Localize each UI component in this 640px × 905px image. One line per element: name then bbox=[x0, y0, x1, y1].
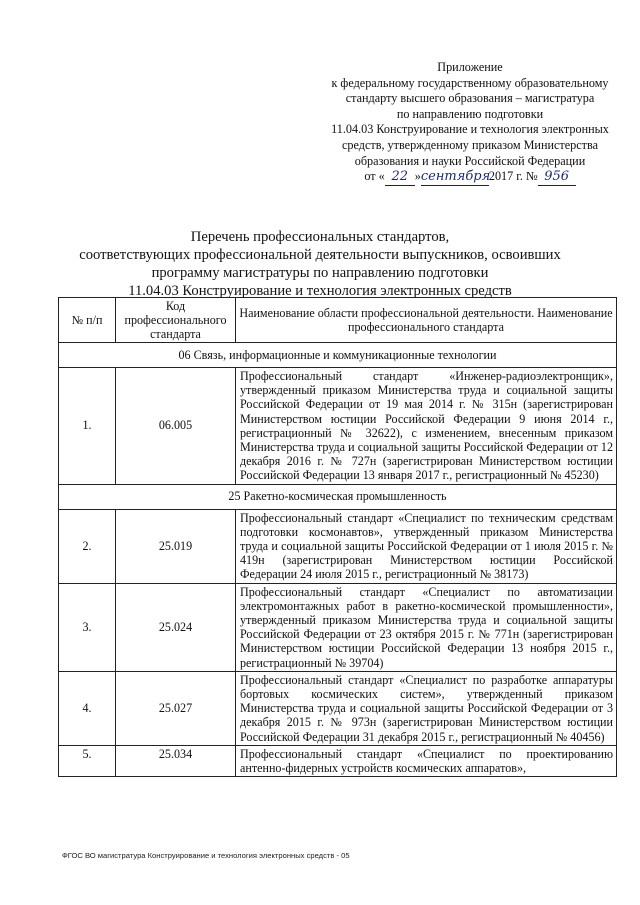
section-row bbox=[59, 343, 617, 368]
row-number: 4. bbox=[59, 671, 116, 745]
row-code: 06.005 bbox=[116, 368, 236, 485]
row-code: 25.024 bbox=[116, 583, 236, 671]
header-code: Код профессионального стандарта bbox=[116, 298, 236, 343]
appendix-line: средств, утвержденному приказом Министерства bbox=[342, 137, 598, 152]
appendix-line: 11.04.03 Конструирование и технология электронных bbox=[331, 122, 609, 137]
table-header-row bbox=[59, 298, 617, 343]
date-prefix: от « bbox=[364, 169, 385, 184]
table-row bbox=[59, 368, 617, 485]
row-description: Профессиональный стандарт «Инженер-радиоэлектронщик», утвержденный приказом Министерства труда и социальной защиты Российской Федерации от 19 мая 2014 г. № 315н (зарегистрирован Министерством юстиции Российской Федерации 9 июня 2014 г., регистрационный № 32622), с изменением, внесенным приказом Министерства труда и социальной защиты Российской Федерации от 12 декабря 2016 г. № 727н (зарегистрирован Министерством юстиции Российской Федерации 13 января 2017 г., регистрационный № 45230) bbox=[236, 368, 617, 485]
date-day: 22 bbox=[385, 169, 415, 186]
appendix-line: по направлению подготовки bbox=[396, 106, 544, 121]
row-number: 2. bbox=[59, 509, 116, 583]
table-row bbox=[59, 583, 617, 671]
title-line: Перечень профессиональных стандартов, bbox=[190, 229, 450, 245]
order-number: 956 bbox=[538, 169, 576, 186]
section-row bbox=[59, 484, 617, 509]
title-line: соответствующих профессиональной деятельности выпускников, освоивших bbox=[79, 247, 561, 263]
document-title bbox=[50, 228, 590, 300]
table-row bbox=[59, 671, 617, 745]
appendix-line: образования и науки Российской Федерации bbox=[354, 153, 586, 168]
appendix-line: к федеральному государственному образовательному bbox=[331, 75, 609, 90]
row-code: 25.034 bbox=[116, 745, 236, 776]
header-number: № п/п bbox=[59, 298, 116, 343]
row-code: 25.027 bbox=[116, 671, 236, 745]
header-name: Наименование области профессиональной деятельности. Наименование профессионального стандарта bbox=[236, 298, 617, 343]
standards-table bbox=[58, 297, 617, 777]
table-row bbox=[59, 509, 617, 583]
row-number: 1. bbox=[59, 368, 116, 485]
date-year: 2017 г. № bbox=[488, 169, 538, 184]
title-line: программу магистратуры по направлению подготовки bbox=[151, 265, 489, 281]
row-code: 25.019 bbox=[116, 509, 236, 583]
row-number: 3. bbox=[59, 583, 116, 671]
appendix-line: Приложение bbox=[437, 60, 503, 74]
table-row bbox=[59, 745, 617, 776]
section-title: 25 Ракетно-космическая промышленность bbox=[59, 484, 617, 509]
row-description: Профессиональный стандарт «Специалист по разработке аппаратуры бортовых космических систем», утвержденный приказом Министерства труда и социальной защиты Российской Федерации от 3 декабря 2015 г. № 973н (зарегистрирован Министерством юстиции Российской Федерации 31 декабря 2015 г., регистрационный № 40456) bbox=[236, 671, 617, 745]
section-title: 06 Связь, информационные и коммуникационные технологии bbox=[59, 343, 617, 368]
date-month: сентября bbox=[420, 169, 491, 185]
appendix-line: стандарту высшего образования – магистратура bbox=[345, 91, 595, 106]
title-line: 11.04.03 Конструирование и технология электронных средств bbox=[128, 283, 512, 299]
row-description: Профессиональный стандарт «Специалист по проектированию антенно-фидерных устройств космических аппаратов», bbox=[236, 745, 617, 776]
row-description: Профессиональный стандарт «Специалист по автоматизации электромонтажных работ в ракетно-космической промышленности», утвержденный приказом Министерства труда и социальной защиты Российской Федерации от 23 октября 2015 г. № 771н (зарегистрирован Министерством юстиции Российской Федерации 13 ноября 2015 г., регистрационный № 39704) bbox=[236, 583, 617, 671]
appendix-block bbox=[300, 60, 640, 186]
date-mid: » bbox=[414, 169, 421, 184]
row-number: 5. bbox=[59, 745, 116, 776]
page-footer: ФГОС ВО магистратура Конструирование и технология электронных средств - 05 bbox=[62, 851, 350, 860]
order-date-line bbox=[300, 169, 640, 186]
row-description: Профессиональный стандарт «Специалист по техническим средствам подготовки космонавтов», утвержденный приказом Министерства труда и социальной защиты Российской Федерации от 1 июля 2015 г. № 419н (зарегистрирован Министерством юстиции Российской Федерации 24 июля 2015 г., регистрационный № 38173) bbox=[236, 509, 617, 583]
